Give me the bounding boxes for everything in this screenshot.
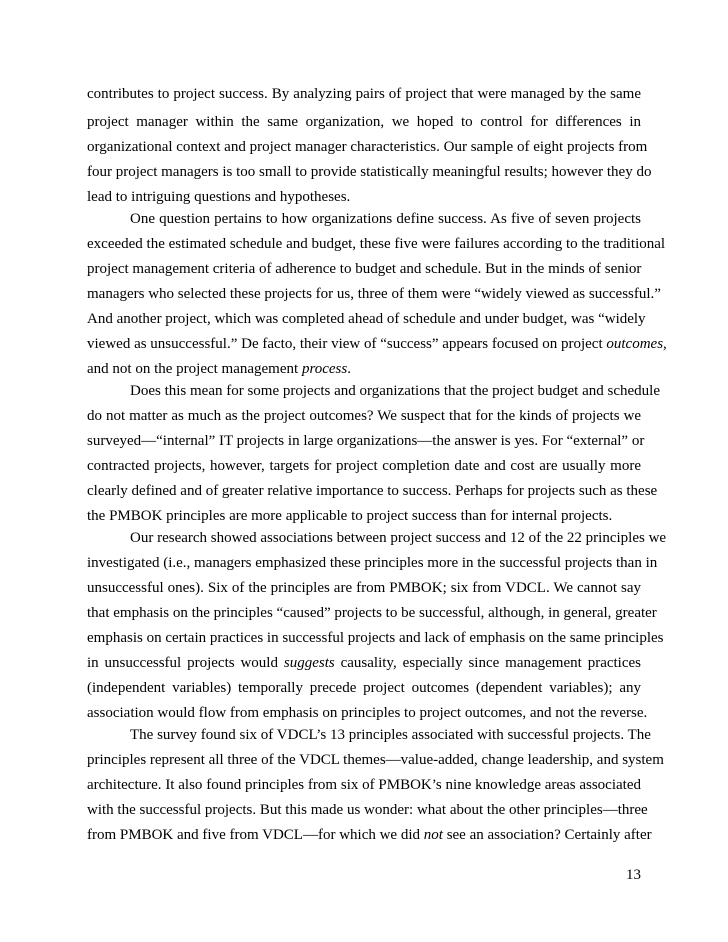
- paragraph-start-line: The survey found six of VDCL’s 13 principles associated with successful projects. The: [130, 727, 651, 743]
- emphasis-outcomes: outcomes: [606, 336, 664, 352]
- text-line: do not matter as much as the project outcomes? We suspect that for the kinds of projects we: [87, 408, 641, 424]
- paragraph-start-line: Our research showed associations between project success and 12 of the 22 principles we: [130, 530, 667, 546]
- text-line: organizational context and project manager characteristics. Our sample of eight projects from: [87, 139, 648, 155]
- text-run: .: [347, 361, 351, 377]
- text-line: association would flow from emphasis on principles to project outcomes, and not the reverse.: [87, 705, 648, 721]
- paragraph-start-line: One question pertains to how organizations define success. As five of seven projects: [130, 211, 641, 227]
- emphasis-process: process: [301, 361, 348, 377]
- text-run: from PMBOK and five from VDCL—for which we did: [87, 827, 424, 843]
- emphasis-suggests: suggests: [283, 655, 335, 671]
- text-line: contributes to project success. By analyzing pairs of project that were managed by the same: [87, 86, 641, 102]
- text-line: And another project, which was completed ahead of schedule and under budget, was “widely: [87, 311, 646, 327]
- text-line: surveyed—“internal” IT projects in large organizations—the answer is yes. For “external” or: [87, 433, 645, 449]
- text-line: clearly defined and of greater relative importance to success. Perhaps for projects such as these: [87, 483, 658, 499]
- text-line: managers who selected these projects for us, three of them were “widely viewed as successful.”: [87, 286, 661, 302]
- text-run: viewed as unsuccessful.” De facto, their view of “success” appears focused on project: [87, 336, 607, 352]
- text-run: ,: [663, 336, 667, 352]
- text-line: project management criteria of adherence to budget and schedule. But in the minds of senior: [87, 261, 642, 277]
- text-line: project manager within the same organization, we hoped to control for differences in: [87, 114, 641, 130]
- page-number: 13: [626, 867, 641, 883]
- text-line: that emphasis on the principles “caused” projects to be successful, although, in general, greater: [87, 605, 657, 621]
- text-line: exceeded the estimated schedule and budget, these five were failures according to the traditional: [87, 236, 666, 252]
- text-line: unsuccessful ones). Six of the principles are from PMBOK; six from VDCL. We cannot say: [87, 580, 641, 596]
- text-run: in unsuccessful projects would: [87, 655, 284, 671]
- text-line: architecture. It also found principles from six of PMBOK’s nine knowledge areas associated: [87, 777, 641, 793]
- paragraph-start-line: Does this mean for some projects and organizations that the project budget and schedule: [130, 383, 660, 399]
- text-line: (independent variables) temporally precede project outcomes (dependent variables); any: [87, 680, 641, 696]
- text-line: emphasis on certain practices in successful projects and lack of emphasis on the same principles: [87, 630, 664, 646]
- text-line: the PMBOK principles are more applicable to project success than for internal projects.: [87, 508, 613, 524]
- text-line: [87, 335, 667, 353]
- text-line: principles represent all three of the VDCL themes—value-added, change leadership, and system: [87, 752, 664, 768]
- text-line: contracted projects, however, targets for project completion date and cost are usually more: [87, 458, 641, 474]
- text-line: investigated (i.e., managers emphasized these principles more in the successful projects than in: [87, 555, 658, 571]
- text-line: [87, 360, 641, 378]
- text-line: [87, 826, 652, 844]
- emphasis-not: not: [423, 827, 443, 843]
- text-run: causality, especially since management practices: [334, 655, 641, 671]
- text-run: and not on the project management: [87, 361, 302, 377]
- text-run: see an association? Certainly after: [442, 827, 652, 843]
- text-line: four project managers is too small to provide statistically meaningful results; however they do: [87, 164, 652, 180]
- text-line: with the successful projects. But this made us wonder: what about the other principles—three: [87, 802, 648, 818]
- text-line: [87, 654, 641, 672]
- text-line: lead to intriguing questions and hypotheses.: [87, 189, 351, 205]
